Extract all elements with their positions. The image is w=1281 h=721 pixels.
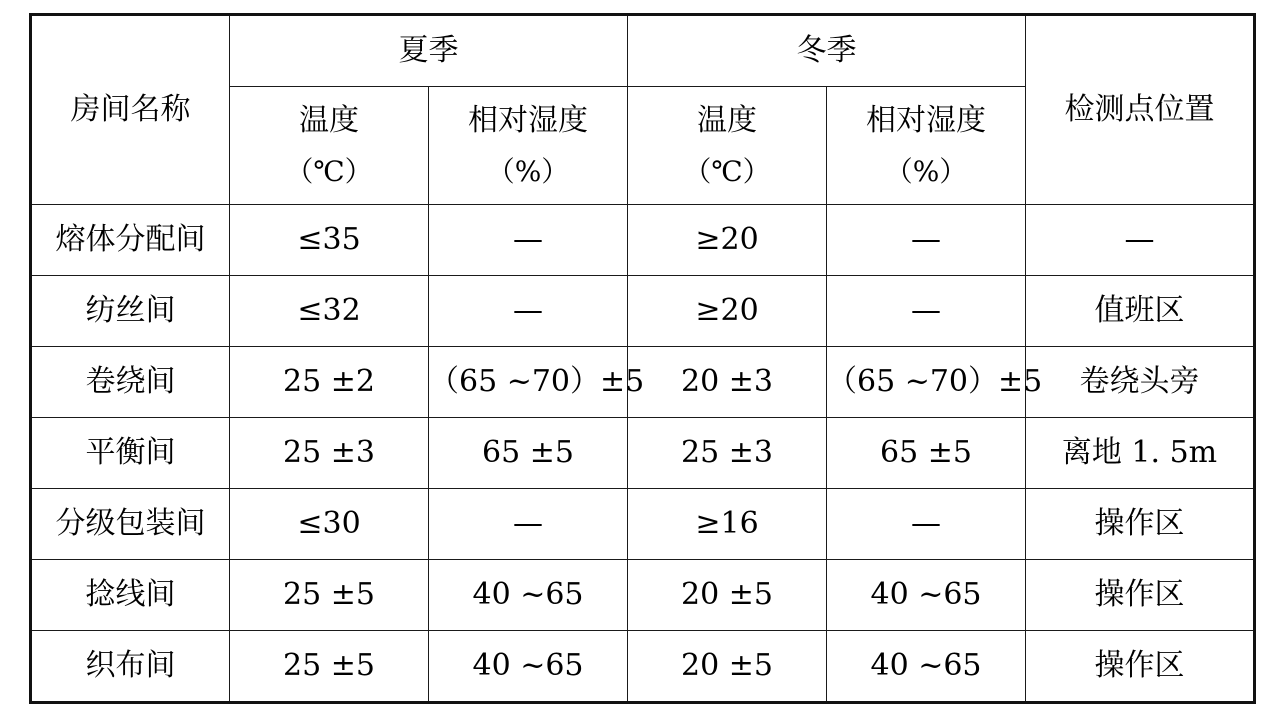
cell-winter-temp: 20 ±3 xyxy=(628,347,827,418)
header-summer-temp-label: 温度 xyxy=(299,102,359,138)
cell-room-name: 卷绕间 xyxy=(31,347,230,418)
header-summer-rh-label: 相对湿度 xyxy=(468,102,588,138)
cell-winter-temp: ≥16 xyxy=(628,489,827,560)
cell-summer-rh: 40 ~65 xyxy=(429,631,628,703)
header-room-name-label: 房间名称 xyxy=(70,92,191,127)
cell-location: 值班区 xyxy=(1026,276,1255,347)
cell-winter-temp: ≥20 xyxy=(628,276,827,347)
cell-summer-rh: — xyxy=(429,276,628,347)
header-winter-rh xyxy=(827,87,1026,205)
cell-location: 离地 1. 5m xyxy=(1026,418,1255,489)
header-summer-label: 夏季 xyxy=(398,33,459,68)
header-winter-label: 冬季 xyxy=(796,33,857,68)
header-location xyxy=(1026,15,1255,205)
cell-location: 卷绕头旁 xyxy=(1026,347,1255,418)
cell-summer-temp: 25 ±5 xyxy=(230,631,429,703)
cell-room-name: 捻线间 xyxy=(31,560,230,631)
cell-location: 操作区 xyxy=(1026,489,1255,560)
table-row xyxy=(31,418,1255,489)
header-summer-rh xyxy=(429,87,628,205)
header-winter-temp-unit: （℃） xyxy=(683,154,771,188)
table-row xyxy=(31,347,1255,418)
cell-winter-rh: （65 ~70）±5 xyxy=(827,347,1026,418)
cell-summer-temp: ≤30 xyxy=(230,489,429,560)
cell-winter-rh: — xyxy=(827,489,1026,560)
cell-winter-temp: 20 ±5 xyxy=(628,631,827,703)
table-row xyxy=(31,205,1255,276)
header-room-name xyxy=(31,15,230,205)
header-winter-rh-unit: （%） xyxy=(884,154,968,188)
cell-summer-rh: 40 ~65 xyxy=(429,560,628,631)
cell-summer-rh: 65 ±5 xyxy=(429,418,628,489)
header-winter-temp xyxy=(628,87,827,205)
cell-winter-temp: ≥20 xyxy=(628,205,827,276)
cell-room-name: 分级包装间 xyxy=(31,489,230,560)
cell-winter-rh: 40 ~65 xyxy=(827,560,1026,631)
cell-summer-temp: ≤35 xyxy=(230,205,429,276)
cell-summer-rh: — xyxy=(429,489,628,560)
cell-summer-temp: 25 ±5 xyxy=(230,560,429,631)
header-row-top xyxy=(31,15,1255,87)
cell-winter-rh: 65 ±5 xyxy=(827,418,1026,489)
cell-winter-temp: 20 ±5 xyxy=(628,560,827,631)
header-summer-temp xyxy=(230,87,429,205)
cell-summer-temp: 25 ±3 xyxy=(230,418,429,489)
cell-winter-rh: — xyxy=(827,205,1026,276)
cell-summer-temp: 25 ±2 xyxy=(230,347,429,418)
header-summer-rh-unit: （%） xyxy=(486,154,570,188)
table-row xyxy=(31,489,1255,560)
header-winter-rh-label: 相对湿度 xyxy=(866,102,986,138)
cell-room-name: 平衡间 xyxy=(31,418,230,489)
cell-summer-rh: — xyxy=(429,205,628,276)
header-winter xyxy=(628,15,1026,87)
header-winter-temp-label: 温度 xyxy=(697,102,757,138)
header-summer-temp-unit: （℃） xyxy=(285,154,373,188)
cell-winter-rh: 40 ~65 xyxy=(827,631,1026,703)
cell-summer-temp: ≤32 xyxy=(230,276,429,347)
header-summer xyxy=(230,15,628,87)
table-row xyxy=(31,631,1255,703)
cell-winter-temp: 25 ±3 xyxy=(628,418,827,489)
header-location-label: 检测点位置 xyxy=(1064,92,1215,127)
cell-room-name: 熔体分配间 xyxy=(31,205,230,276)
table-row xyxy=(31,276,1255,347)
cell-summer-rh: （65 ~70）±5 xyxy=(429,347,628,418)
table-row xyxy=(31,560,1255,631)
cell-room-name: 纺丝间 xyxy=(31,276,230,347)
cell-location: 操作区 xyxy=(1026,631,1255,703)
cell-winter-rh: — xyxy=(827,276,1026,347)
cell-location: 操作区 xyxy=(1026,560,1255,631)
cell-room-name: 织布间 xyxy=(31,631,230,703)
cell-location: — xyxy=(1026,205,1255,276)
climate-spec-table xyxy=(29,13,1256,704)
